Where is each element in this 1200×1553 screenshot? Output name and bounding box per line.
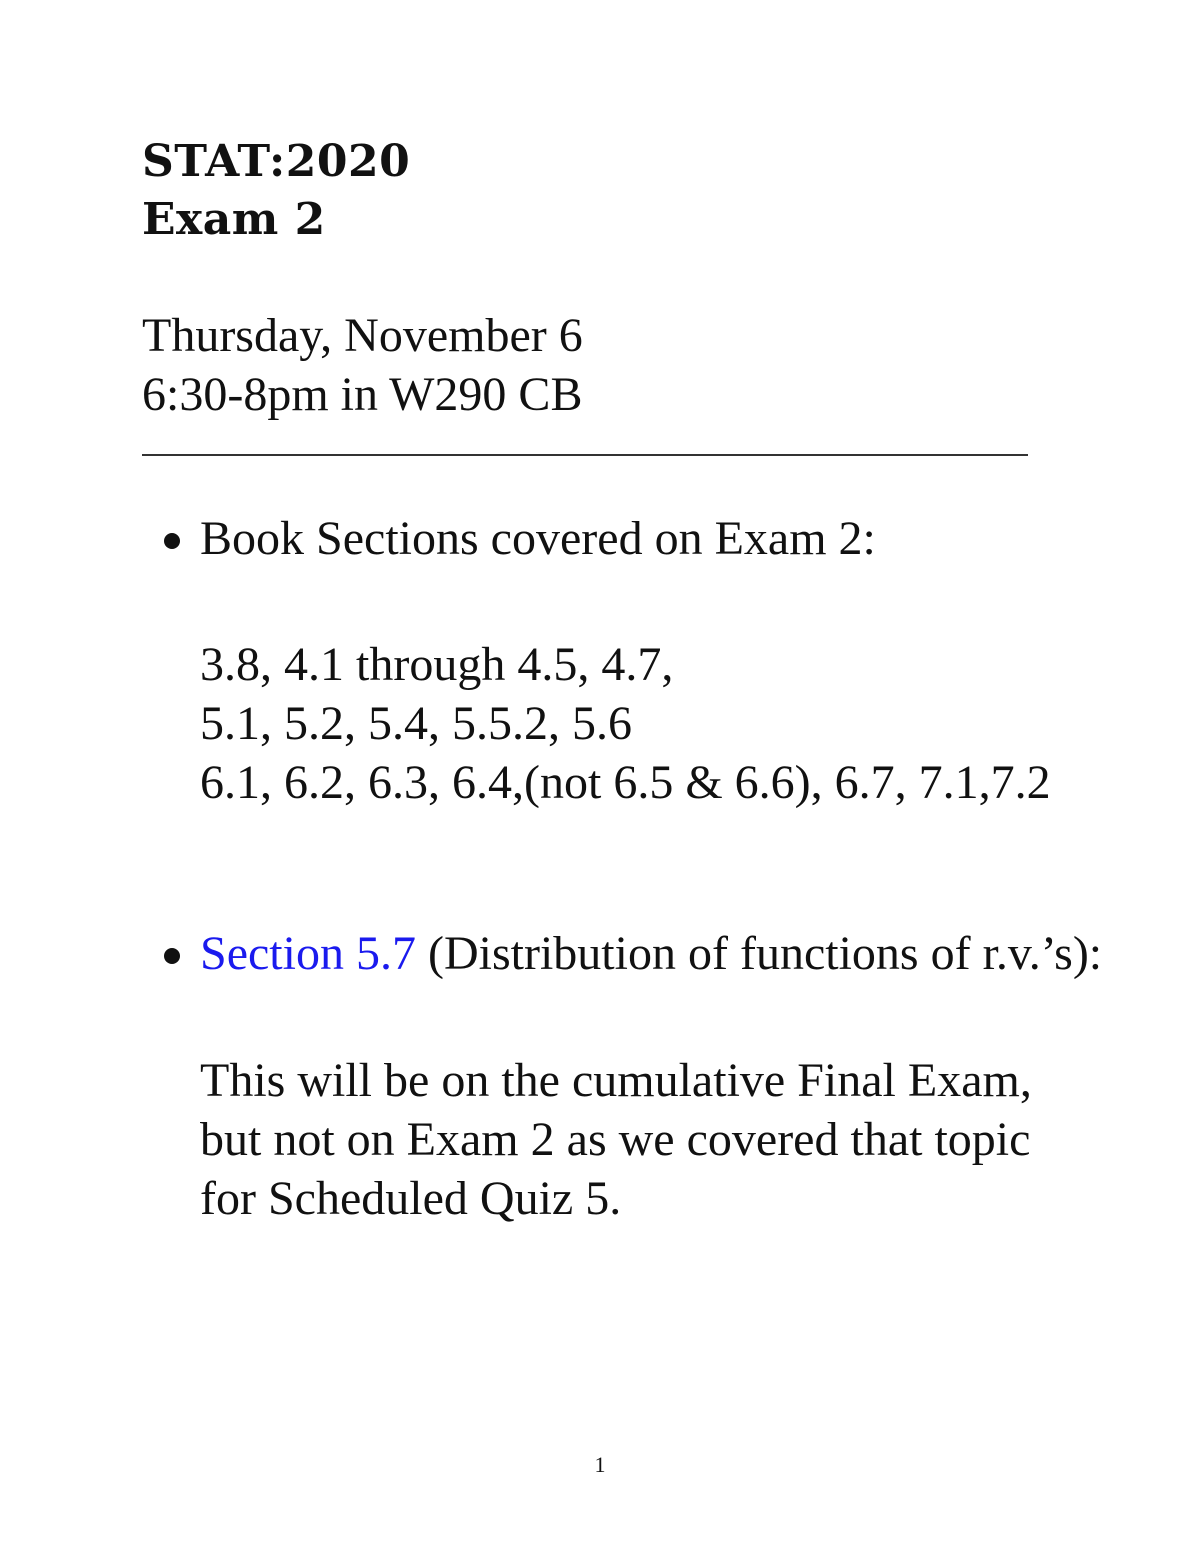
page-number: 1 <box>594 1452 606 1477</box>
exam-date: Thursday, November 6 <box>142 309 583 362</box>
exam-title: Exam 2 <box>142 194 326 245</box>
note-line: This will be on the cumulative Final Exam, <box>200 1054 1032 1107</box>
course-code: STAT:2020 <box>142 136 411 187</box>
section-5-7-description: (Distribution of functions of r.v.’s): <box>415 927 1103 980</box>
horizontal-divider <box>142 454 1028 456</box>
section-5-7-heading <box>200 927 1103 980</box>
bullet-icon <box>164 948 180 964</box>
covered-sections-heading: Book Sections covered on Exam 2: <box>200 512 876 565</box>
note-line: for Scheduled Quiz 5. <box>200 1172 622 1225</box>
bullet-icon <box>164 533 180 549</box>
section-5-7-link[interactable]: Section 5.7 <box>200 927 416 980</box>
sections-list-line: 6.1, 6.2, 6.3, 6.4,(not 6.5 & 6.6), 6.7, 7.1,7.2 <box>200 756 1051 809</box>
sections-list-line: 3.8, 4.1 through 4.5, 4.7, <box>200 638 674 691</box>
note-line: but not on Exam 2 as we covered that topic <box>200 1113 1031 1166</box>
exam-time-location: 6:30-8pm in W290 CB <box>142 368 583 421</box>
sections-list-line: 5.1, 5.2, 5.4, 5.5.2, 5.6 <box>200 697 632 750</box>
